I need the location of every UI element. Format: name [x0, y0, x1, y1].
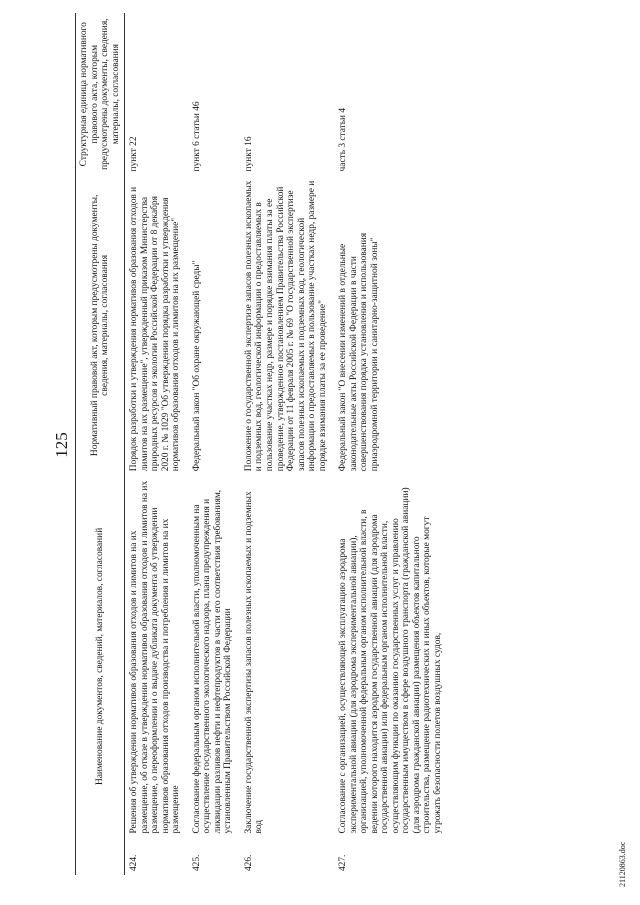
- row-number: 427.: [338, 854, 349, 871]
- row-number: 426.: [243, 854, 254, 871]
- row-structural-unit: пункт 6 статьи 46: [191, 101, 202, 172]
- row-number: 424.: [129, 854, 140, 871]
- row-document-name: Заключение государственной экспертизы запасов полезных ископаемых и подземных вод: [243, 491, 265, 834]
- row-structural-unit: часть 3 статьи 4: [338, 107, 349, 172]
- row-legal-act: Федеральный закон "Об охране окружающей среды": [191, 260, 202, 472]
- register-table: [75, 13, 449, 875]
- footer-file-code: 2112086З.doc: [618, 841, 627, 887]
- header-name: Наименование документов, сведений, материалов, согласований: [76, 475, 125, 837]
- table-header-row: [76, 13, 125, 875]
- row-structural-unit: пункт 22: [129, 136, 140, 172]
- row-document-name: Согласование федеральным органом исполнительной власти, уполномоченным на осуществление государственного экологического надзора, плана предупреждения и ликвидации разливов нефти и нефтепродуктов в части его соответствия требованиям, установленным Правительством Российской Федерации: [191, 489, 234, 834]
- table-row: [125, 13, 188, 875]
- row-legal-act: Федеральный закон "О внесении изменений в отдельные законодательные акты Российской Федерации в части совершенствования порядка установления и использования приаэродромной территории и санитарно-защитной зоны": [338, 232, 380, 472]
- table-row: [334, 13, 449, 875]
- header-act: Нормативный правовой акт, которым предусмотрены документы, сведения, материалы, согласования: [76, 175, 125, 475]
- row-legal-act: Положение о государственной экспертизе запасов полезных ископаемых и подземных вод, геологической информации о предоставляемых в пользование участках недр, размере и порядке взимания платы за ее проведение, утвержденное постановлением Правительства Российской Федерации от 11 февраля 2005 г. № 69 "О государственной экспертизе запасов полезных ископаемых и подземных вод, геологической информации о предоставляемых в пользование участках недр, размере и порядке взимания платы за ее проведение": [243, 180, 328, 472]
- table-row: [188, 13, 240, 875]
- header-num-cell: [76, 838, 125, 875]
- header-unit: Структурная единица нормативного правового акта, которым предусмотрены документы, сведения, материалы, согласования: [76, 13, 125, 175]
- row-number: 425.: [191, 854, 202, 871]
- row-document-name: Согласование с организацией, осуществляющей эксплуатацию аэродрома экспериментальной авиации (для аэродрома экспериментальной авиации), организацией, уполномоченной федеральным органом исполнительной власти, в ведении которого находится аэродром государственной авиации (для аэродрома государственной авиации) или федеральным органом исполнительной власти, осуществляющим функции по оказанию государственных услуг и управлению государственным имуществом в сфере воздушного транспорта (гражданской авиации) (для аэродрома гражданской авиации) размещения объектов капитального строительства, размещение радиотехнических и иных объектов, которые могут угрожать безопасности полетов воздушных судов,: [338, 487, 443, 834]
- row-structural-unit: пункт 16: [243, 136, 254, 172]
- table-row: [240, 13, 334, 875]
- page-number: 125: [52, 432, 71, 458]
- row-document-name: Решения об утверждении нормативов образования отходов и лимитов на их размещение, об отказе в утверждении нормативов образования отходов и лимитов на их размещение, о переоформлении и о выдаче дубликата документа об утверждении нормативов образования отходов производства и потребления и лимитов на их размещение: [129, 480, 182, 834]
- row-legal-act: Порядок разработки и утверждения нормативов образования отходов и лимитов на их размещение", утвержденный приказом Министерства природных ресурсов и экологии Российской Федерации от 8 декабря 2020 г. № 1029 "Об утверждении порядка разработки и утверждения нормативов образования отходов и лимитов на их размещение": [129, 186, 182, 472]
